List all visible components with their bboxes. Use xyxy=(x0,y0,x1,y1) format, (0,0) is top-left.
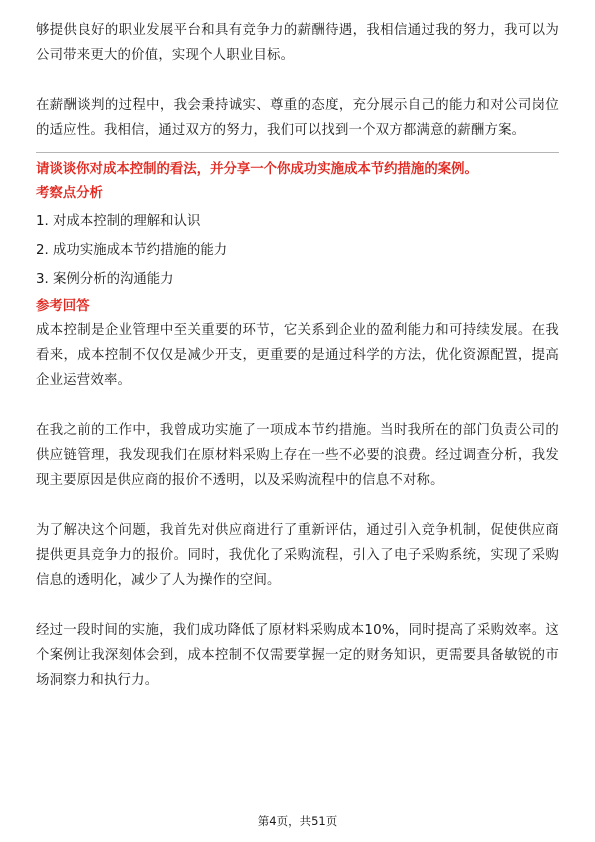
page-number-footer: 第4页，共51页 xyxy=(257,814,338,828)
section-divider xyxy=(36,152,559,153)
answer-paragraph-2: 在我之前的工作中，我曾成功实施了一项成本节约措施。当时我所在的部门负责公司的供应链管理，我发现我们在原材料采购上存在一些不必要的浪费。经过调查分析，我发现主要原因是供应商的报价不透明，以及采购流程中的信息不对称。 xyxy=(36,423,559,488)
intro-paragraph-1: 够提供良好的职业发展平台和具有竞争力的薪酬待遇，我相信通过我的努力，我可以为公司带来更大的价值，实现个人职业目标。 xyxy=(36,23,559,63)
answer-paragraph-1: 成本控制是企业管理中至关重要的环节，它关系到企业的盈利能力和可持续发展。在我看来，成本控制不仅仅是减少开支，更重要的是通过科学的方法，优化资源配置，提高企业运营效率。 xyxy=(36,323,559,388)
paragraph-gap xyxy=(36,593,559,618)
analysis-item-3: 3. 案例分析的沟通能力 xyxy=(36,272,174,287)
answer-title: 参考回答 xyxy=(36,299,90,314)
paragraph-gap xyxy=(36,493,559,518)
document-page xyxy=(36,18,559,693)
intro-paragraph-2: 在薪酬谈判的过程中，我会秉持诚实、尊重的态度，充分展示自己的能力和对公司岗位的适应性。我相信，通过双方的努力，我们可以找到一个双方都满意的薪酬方案。 xyxy=(36,98,559,138)
paragraph-gap xyxy=(36,68,559,93)
analysis-title: 考察点分析 xyxy=(36,186,103,201)
answer-paragraph-4: 经过一段时间的实施，我们成功降低了原材料采购成本10%，同时提高了采购效率。这个案例让我深刻体会到，成本控制不仅需要掌握一定的财务知识，更需要具备敏锐的市场洞察力和执行力。 xyxy=(36,623,559,688)
analysis-item-2: 2. 成功实施成本节约措施的能力 xyxy=(36,243,228,258)
answer-paragraph-3: 为了解决这个问题，我首先对供应商进行了重新评估，通过引入竞争机制，促使供应商提供更具竞争力的报价。同时，我优化了采购流程，引入了电子采购系统，实现了采购信息的透明化，减少了人为操作的空间。 xyxy=(36,523,559,588)
interview-question: 请谈谈你对成本控制的看法，并分享一个你成功实施成本节约措施的案例。 xyxy=(36,162,478,177)
paragraph-gap xyxy=(36,393,559,418)
analysis-item-1: 1. 对成本控制的理解和认识 xyxy=(36,214,201,229)
